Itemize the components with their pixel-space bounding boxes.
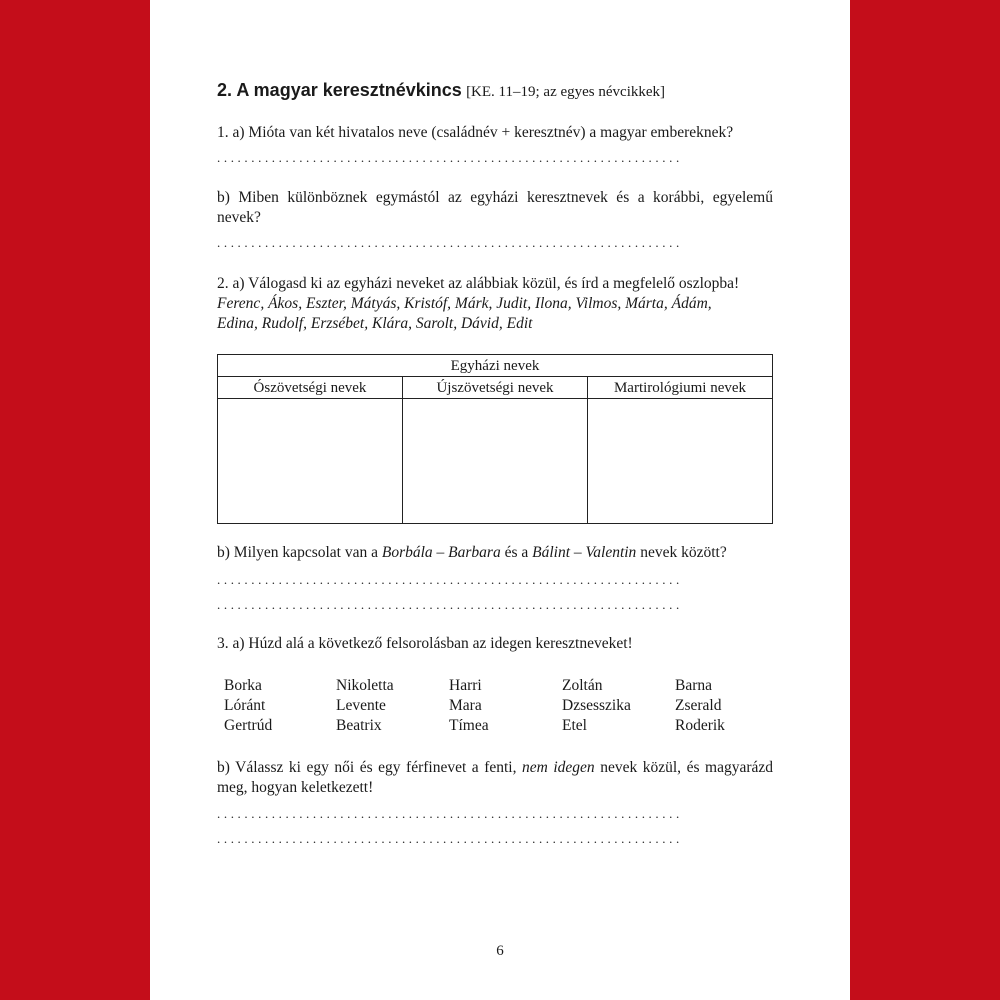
answer-line[interactable]: .................................................................... xyxy=(217,152,683,164)
answer-line[interactable]: .................................................................... xyxy=(217,599,683,611)
q2b-text: b) Milyen kapcsolat van a xyxy=(217,544,382,561)
table-header: Egyházi nevek xyxy=(218,355,773,377)
name-options-line-2: Edina, Rudolf, Erzsébet, Klára, Sarolt, Dávid, Edit xyxy=(217,315,533,332)
answer-line[interactable]: .................................................................... xyxy=(217,237,683,249)
list-item[interactable]: Harri xyxy=(449,677,482,694)
church-names-table xyxy=(217,354,773,524)
list-item[interactable]: Mara xyxy=(449,697,482,714)
question-2a: 2. a) Válogasd ki az egyházi neveket az alábbiak közül, és írd a megfelelő oszlopba! xyxy=(217,275,740,292)
question-1b: b) Miben különböznek egymástól az egyházi keresztnevek és a korábbi, egyelemű nevek? xyxy=(217,189,773,226)
list-item[interactable]: Tímea xyxy=(449,717,489,734)
question-1a: 1. a) Mióta van két hivatalos neve (családnév + keresztnév) a magyar embereknek? xyxy=(217,124,734,141)
answer-line[interactable]: .................................................................... xyxy=(217,833,683,845)
q3b-text: b) Válassz ki egy női és egy férfinevet a fenti, xyxy=(217,759,523,776)
list-item[interactable]: Nikoletta xyxy=(336,677,394,694)
list-item[interactable]: Borka xyxy=(224,677,262,694)
answer-line[interactable]: .................................................................... xyxy=(217,808,683,820)
list-item[interactable]: Gertrúd xyxy=(224,717,273,734)
list-item[interactable]: Beatrix xyxy=(336,717,382,734)
q3b-emphasis: nem idegen xyxy=(522,759,595,776)
page-number: 6 xyxy=(496,943,504,959)
q2b-name-pair-2: Bálint – Valentin xyxy=(532,544,637,561)
list-item[interactable]: Zoltán xyxy=(562,677,603,694)
q3b-text: nevek közül, és magyarázd meg, hogyan keletkezett! xyxy=(217,759,774,796)
column-header-old-testament: Ószövetségi nevek xyxy=(218,377,403,399)
answer-cell-new-testament[interactable] xyxy=(403,399,588,524)
answer-line[interactable]: .................................................................... xyxy=(217,574,683,586)
list-item[interactable]: Etel xyxy=(562,717,587,734)
question-2b xyxy=(217,543,727,563)
list-item[interactable]: Zserald xyxy=(675,697,722,714)
section-title xyxy=(217,80,665,101)
q2b-name-pair-1: Borbála – Barbara xyxy=(381,544,501,561)
column-header-martyrology: Martirológiumi nevek xyxy=(588,377,773,399)
section-title-main: 2. A magyar keresztnévkincs xyxy=(217,80,462,100)
list-item[interactable]: Barna xyxy=(675,677,713,694)
answer-cell-martyrology[interactable] xyxy=(588,399,773,524)
name-options-line-1: Ferenc, Ákos, Eszter, Mátyás, Kristóf, Márk, Judit, Ilona, Vilmos, Márta, Ádám, xyxy=(217,295,712,312)
name-list xyxy=(224,676,784,736)
question-3b xyxy=(217,758,773,798)
q2b-text: nevek között? xyxy=(636,544,727,561)
section-reference: [KE. 11–19; az egyes névcikkek] xyxy=(466,84,666,100)
answer-cell-old-testament[interactable] xyxy=(218,399,403,524)
column-header-new-testament: Újszövetségi nevek xyxy=(403,377,588,399)
list-item[interactable]: Lóránt xyxy=(224,697,266,714)
worksheet-page xyxy=(150,0,850,1000)
list-item[interactable]: Levente xyxy=(336,697,386,714)
list-item[interactable]: Dzsesszika xyxy=(562,697,631,714)
question-3a: 3. a) Húzd alá a következő felsorolásban az idegen keresztneveket! xyxy=(217,635,633,652)
list-item[interactable]: Roderik xyxy=(675,717,725,734)
q2b-text: és a xyxy=(500,544,533,561)
